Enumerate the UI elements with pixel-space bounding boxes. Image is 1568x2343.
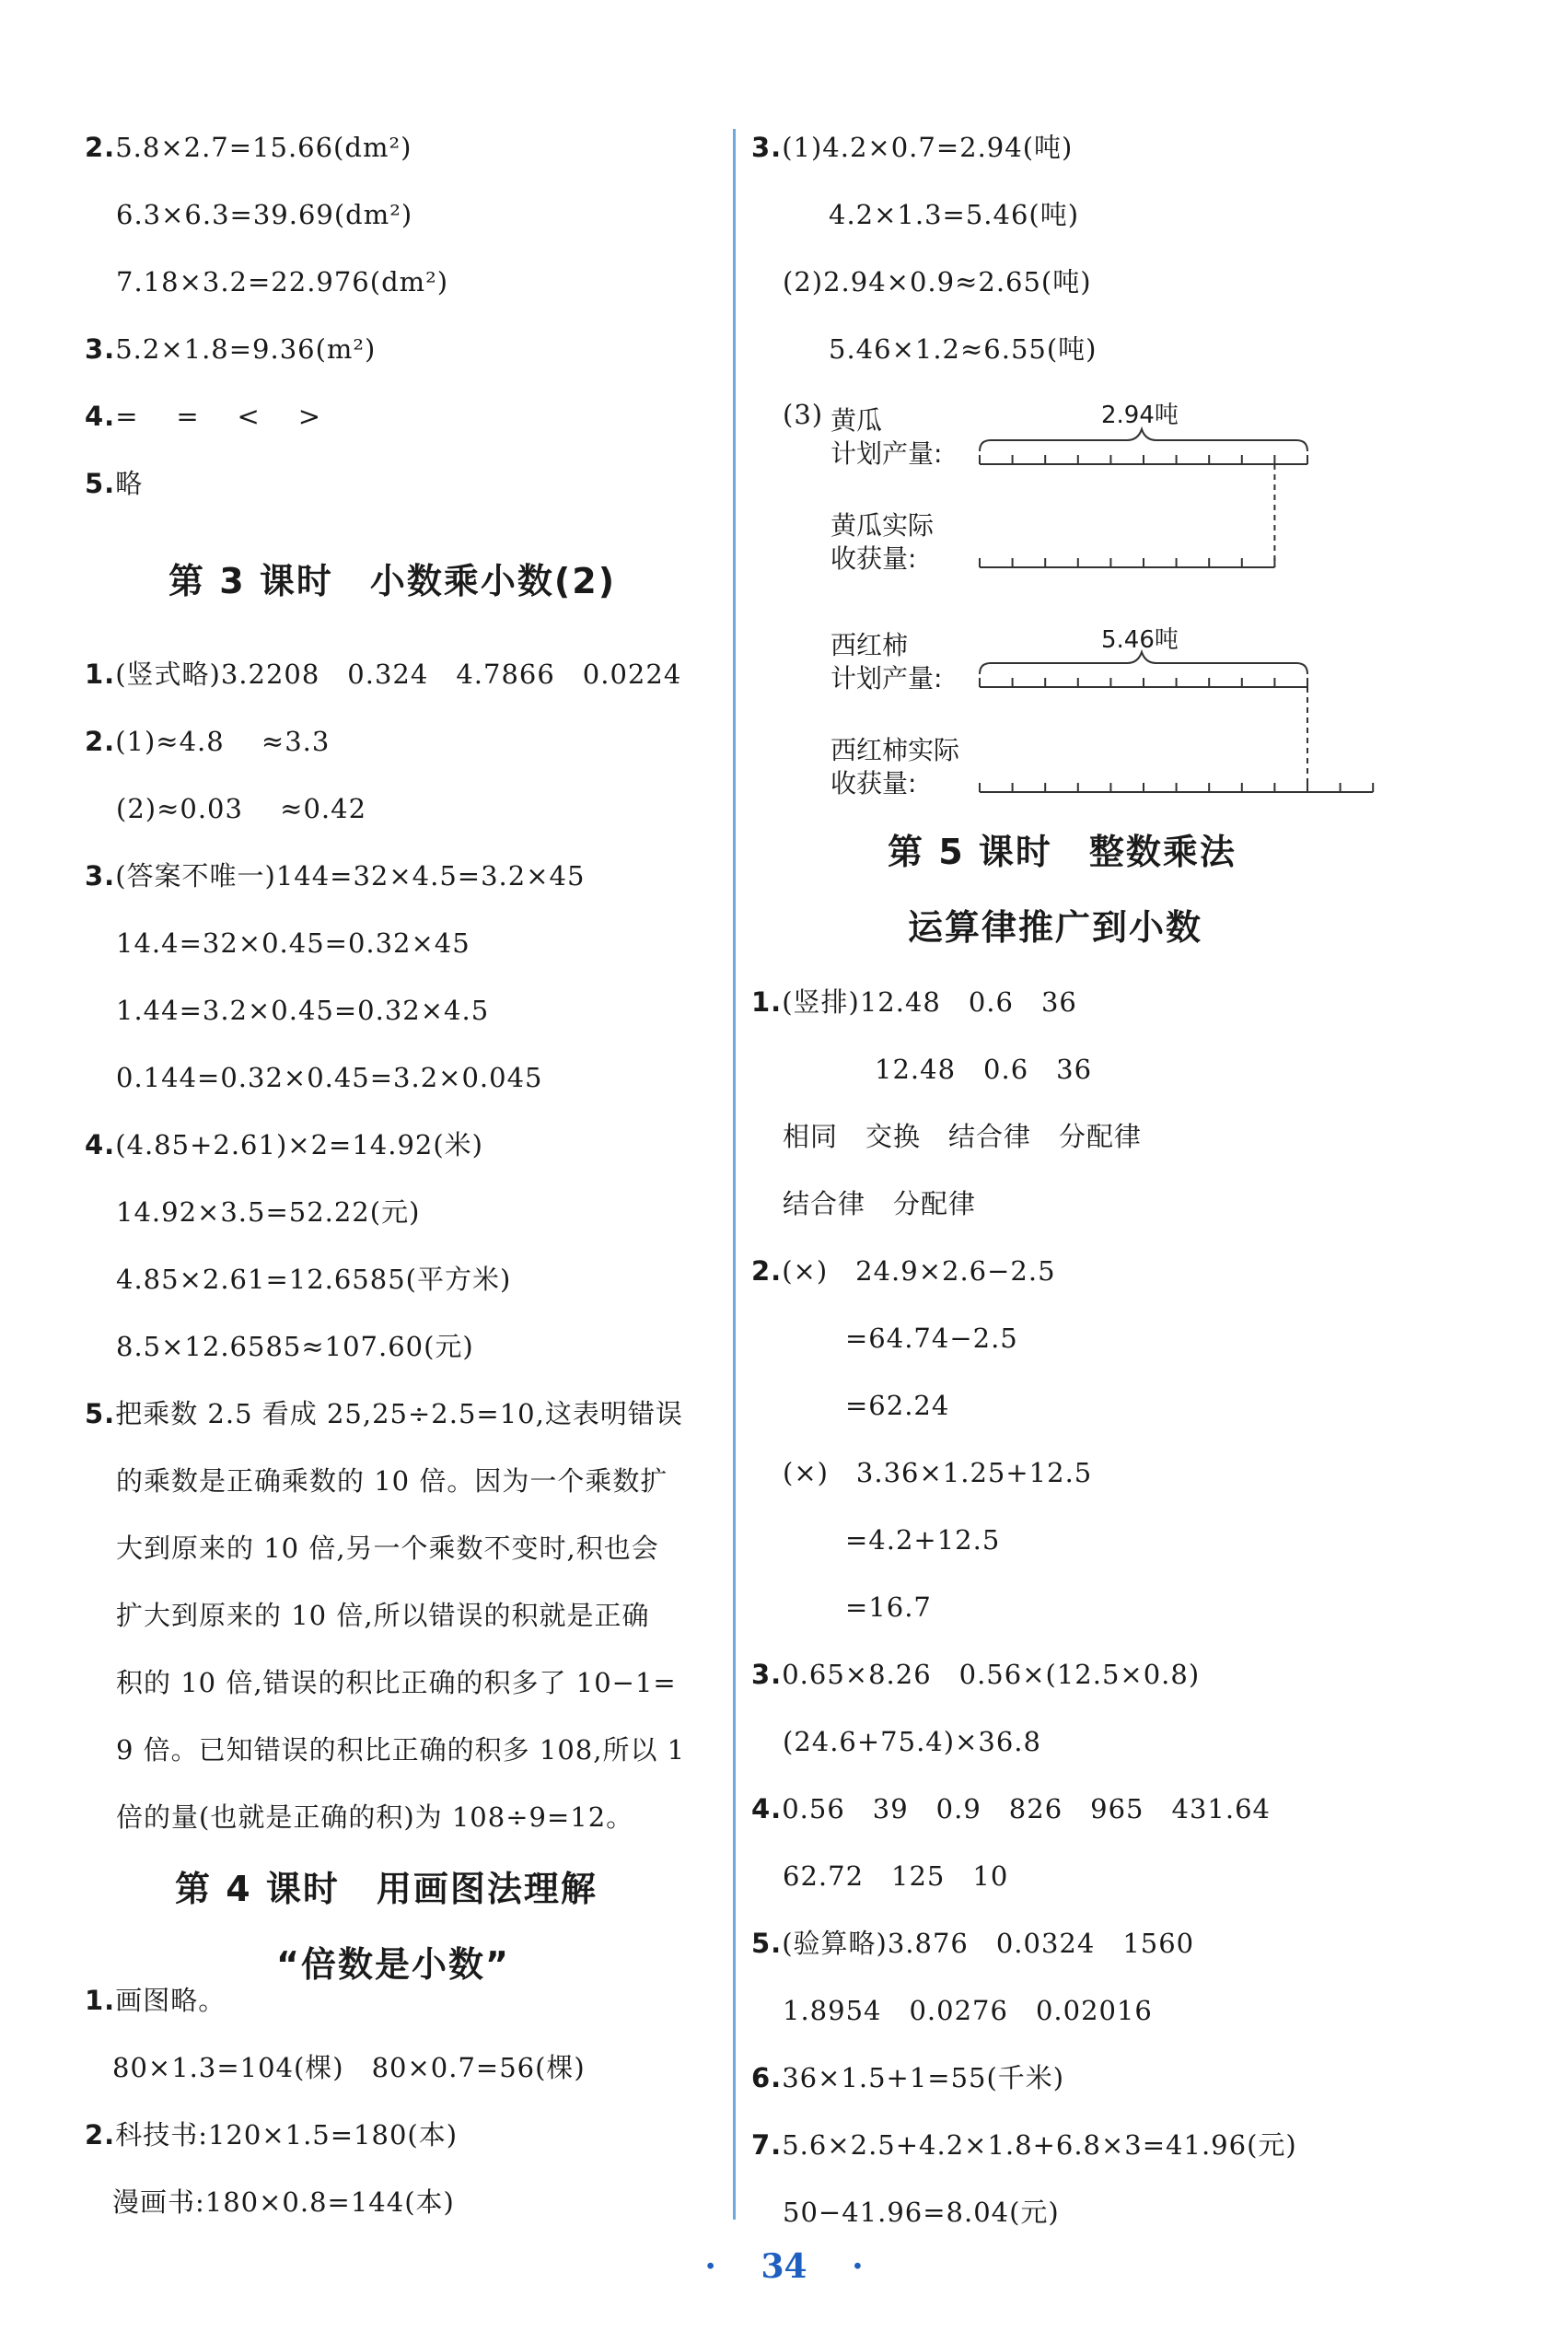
page-number [0,2247,1568,2286]
answer-5: 5.略 [85,468,144,499]
lesson5-answer-6: 6.36×1.5+1=55(千米) [751,2062,1065,2093]
answer-3: 3.5.2×1.8=9.36(m²) [85,333,377,365]
lesson5-answer-1b: 12.48 0.6 36 [875,1054,1093,1085]
lesson4-answer-2: 2.科技书:120×1.5=180(本) [85,2119,459,2151]
lesson3-answer-4d: 8.5×12.6585≈107.60(元) [116,1331,474,1362]
diagram-cucumber-plan-label: 计划产量: [830,438,943,469]
lesson3-answer-4: 4.(4.85+2.61)×2=14.92(米) [85,1129,483,1160]
lesson3-answer-3c: 1.44=3.2×0.45=0.32×4.5 [116,995,490,1026]
page-number-dot-left: · [704,2247,716,2286]
lesson3-answer-3b: 14.4=32×0.45=0.32×45 [116,927,470,959]
page-number-dot-right: · [852,2247,864,2286]
lesson5-answer-4: 4.0.56 39 0.9 826 965 431.64 [751,1793,1271,1824]
answer-2-line-1: 2.5.8×2.7=15.66(dm²) [85,132,412,163]
answer-3-right-c: (2)2.94×0.9≈2.65(吨) [783,266,1092,297]
diagram-tomato-harvest-label: 收获量: [830,768,917,798]
lesson-5-heading-line-1: 第 5 课时 整数乘法 [888,832,1237,872]
lesson-4-heading-line-1: 第 4 课时 用画图法理解 [175,1869,598,1909]
diagram-tomato-label: 西红柿 [830,630,909,660]
lesson5-answer-2e: =4.2+12.5 [845,1524,1001,1556]
diagram-tomato-actual-label: 西红柿实际 [830,735,960,765]
answer-2-line-3: 7.18×3.2=22.976(dm²) [116,266,449,297]
segment-diagram [0,0,1568,829]
cucumber-plan-brace [980,429,1307,451]
lesson-4-heading-line-2: “倍数是小数” [276,1944,510,1985]
lesson5-answer-2c: =62.24 [845,1390,950,1421]
lesson5-answer-1d: 结合律 分配律 [783,1188,977,1219]
lesson5-answer-5: 5.(验算略)3.876 0.0324 1560 [751,1928,1195,1959]
lesson3-answer-3d: 0.144=0.32×0.45=3.2×0.045 [116,1062,543,1093]
answer-3-right: 3.(1)4.2×0.7=2.94(吨) [751,132,1074,163]
lesson3-answer-5e: 积的 10 倍,错误的积比正确的积多了 10−1= [116,1667,677,1698]
lesson5-answer-7b: 50−41.96=8.04(元) [783,2197,1060,2228]
lesson3-answer-5c: 大到原来的 10 倍,另一个乘数不变时,积也会 [116,1533,659,1564]
lesson5-answer-4b: 62.72 125 10 [783,1860,1009,1892]
lesson5-answer-2: 2.(×) 24.9×2.6−2.5 [751,1255,1056,1287]
lesson5-answer-3b: (24.6+75.4)×36.8 [783,1726,1041,1757]
lesson3-answer-4b: 14.92×3.5=52.22(元) [116,1196,421,1228]
diagram-tomato-plan-label: 计划产量: [830,663,943,694]
answer-2-line-2: 6.3×6.3=39.69(dm²) [116,199,413,230]
lesson3-answer-5g: 倍的量(也就是正确的积)为 108÷9=12。 [116,1801,634,1833]
lesson5-answer-3: 3.0.65×8.26 0.56×(12.5×0.8) [751,1659,1201,1690]
lesson5-answer-2b: =64.74−2.5 [845,1323,1018,1354]
lesson3-answer-5: 5.把乘数 2.5 看成 25,25÷2.5=10,这表明错误 [85,1398,683,1429]
lesson5-answer-2f: =16.7 [845,1591,932,1623]
lesson5-answer-7: 7.5.6×2.5+4.2×1.8+6.8×3=41.96(元) [751,2129,1297,2161]
answer-3-right-d: 5.46×1.2≈6.55(吨) [829,333,1098,365]
diagram-cucumber-actual-label: 黄瓜实际 [830,510,935,541]
diagram-cucumber-harvest-label: 收获量: [830,543,917,574]
page-number-value: 34 [761,2247,807,2286]
lesson3-answer-5d: 扩大到原来的 10 倍,所以错误的积就是正确 [116,1600,650,1631]
diagram-cucumber-label: 黄瓜 [830,405,883,436]
lesson3-answer-1: 1.(竖式略)3.2208 0.324 4.7866 0.0224 [85,659,682,690]
answer-3-right-b: 4.2×1.3=5.46(吨) [829,199,1080,230]
lesson-5-heading-line-2: 运算律推广到小数 [908,907,1203,948]
lesson3-answer-2b: (2)≈0.03 ≈0.42 [116,793,367,824]
lesson3-answer-5f: 9 倍。已知错误的积比正确的积多 108,所以 1 [116,1734,686,1766]
lesson3-answer-2: 2.(1)≈4.8 ≈3.3 [85,726,331,757]
lesson4-answer-1b: 80×1.3=104(棵) 80×0.7=56(棵) [112,2052,586,2083]
diagram-cucumber-value: 2.94吨 [1101,402,1179,429]
lesson5-answer-2d: (×) 3.36×1.25+12.5 [783,1457,1093,1488]
lesson4-answer-2b: 漫画书:180×0.8=144(本) [112,2186,455,2218]
lesson5-answer-5b: 1.8954 0.0276 0.02016 [783,1995,1153,2026]
lesson3-answer-4c: 4.85×2.61=12.6585(平方米) [116,1264,512,1295]
answer-4: 4.= = < > [85,401,322,432]
lesson5-answer-1: 1.(竖排)12.48 0.6 36 [751,986,1077,1018]
tomato-plan-brace [980,652,1307,674]
answer-3-part-3-label: (3) [783,399,824,430]
lesson4-answer-1: 1.画图略。 [85,1985,226,2016]
lesson3-answer-5b: 的乘数是正确乘数的 10 倍。因为一个乘数扩 [116,1465,668,1497]
lesson3-answer-3: 3.(答案不唯一)144=32×4.5=3.2×45 [85,860,586,892]
diagram-tomato-value: 5.46吨 [1101,626,1179,654]
lesson5-answer-1c: 相同 交换 结合律 分配律 [783,1121,1143,1152]
lesson-3-heading: 第 3 课时 小数乘小数(2) [168,561,617,601]
